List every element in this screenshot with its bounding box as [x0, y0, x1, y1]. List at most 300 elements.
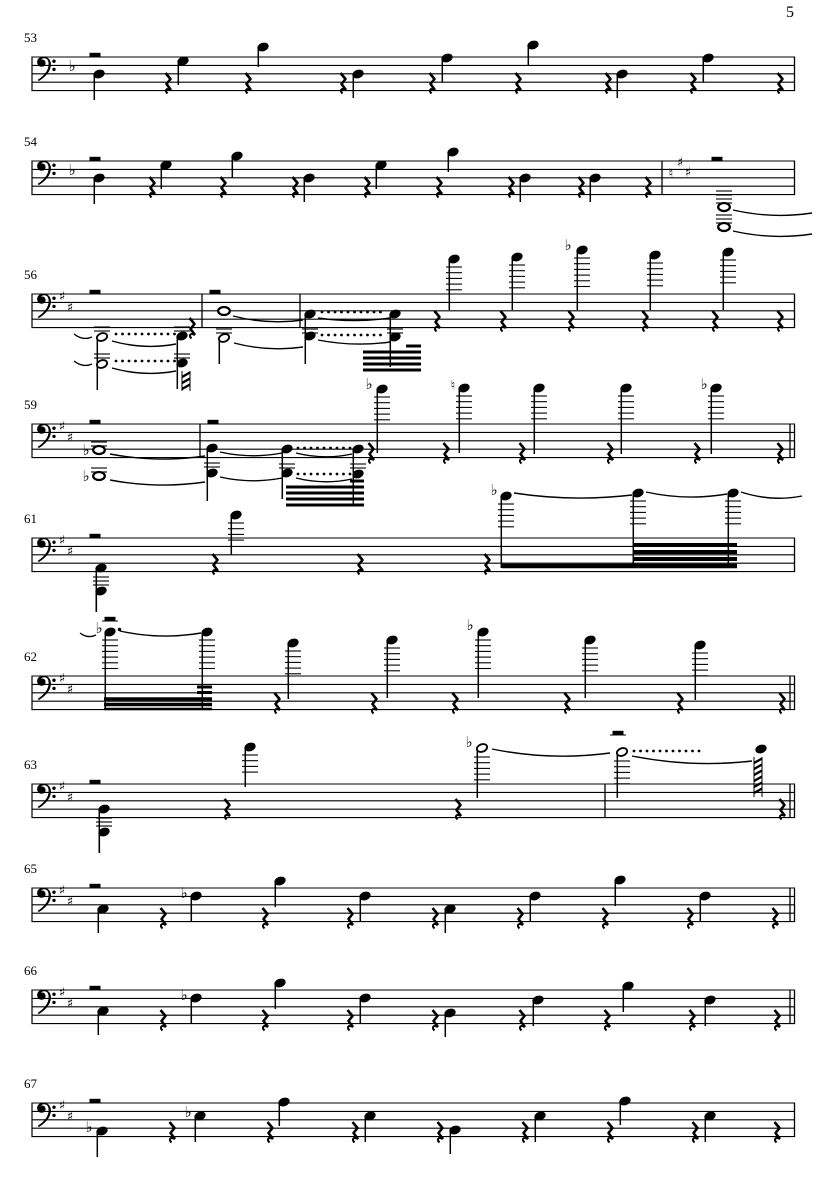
note — [359, 891, 371, 922]
tie — [110, 480, 205, 485]
ledger-lines — [102, 640, 118, 669]
svg-text:♮: ♮ — [450, 378, 456, 394]
svg-text:♭: ♭ — [85, 1118, 93, 1136]
note — [699, 891, 711, 922]
tie — [112, 368, 176, 373]
bass-clef — [38, 784, 56, 808]
quarter-rest — [161, 1010, 167, 1031]
svg-text:♭: ♭ — [466, 616, 474, 634]
note — [727, 488, 739, 568]
staff-system-53 — [32, 40, 795, 100]
tremolo-beam — [286, 492, 364, 495]
sharp-sign — [67, 545, 73, 560]
quarter-rest — [161, 908, 167, 929]
quarter-rest — [501, 311, 507, 332]
note — [96, 1126, 108, 1157]
half-rest — [90, 290, 101, 294]
note — [614, 875, 626, 906]
ledger-lines — [285, 651, 301, 674]
svg-text:♯: ♯ — [66, 996, 74, 1012]
note — [93, 173, 105, 204]
quarter-rest — [435, 311, 441, 332]
sharp-sign — [59, 780, 65, 795]
quarter-rest — [275, 693, 281, 714]
quarter-rest — [348, 1010, 354, 1031]
tie — [492, 749, 610, 756]
ledger-lines — [614, 761, 630, 784]
note — [704, 1111, 716, 1142]
flat-sign — [95, 619, 102, 637]
ledger-lines — [204, 463, 220, 467]
quarter-rest — [778, 311, 784, 332]
tremolo-beam — [634, 543, 737, 547]
note — [375, 160, 387, 189]
sharp-sign — [59, 986, 65, 1001]
ledger-lines — [350, 464, 366, 468]
bass-clef — [38, 294, 56, 318]
note — [376, 384, 388, 453]
quarter-rest — [565, 693, 571, 714]
tremolo-slash — [182, 371, 190, 391]
note — [619, 1096, 631, 1125]
quarter-rest — [778, 443, 784, 464]
ledger-lines — [716, 215, 732, 223]
ledger-lines — [374, 397, 390, 420]
tie — [80, 633, 96, 637]
note — [190, 993, 202, 1024]
note — [281, 444, 293, 473]
half-rest — [90, 986, 101, 990]
whole-note — [718, 203, 730, 211]
note — [364, 1111, 376, 1142]
svg-text:♭: ♭ — [490, 481, 498, 499]
staff-system-54 — [32, 147, 812, 237]
bass-clef — [38, 1103, 56, 1127]
quarter-rest — [444, 443, 450, 464]
staff-system-63 — [32, 731, 795, 853]
tremolo-beam — [634, 557, 737, 561]
svg-text:♯: ♯ — [58, 533, 66, 549]
quarter-rest — [190, 318, 196, 339]
quarter-rest — [268, 1122, 274, 1143]
quarter-rest — [569, 311, 575, 332]
measure-number: 53 — [24, 30, 37, 45]
sharp-sign — [67, 1110, 73, 1125]
note — [95, 586, 107, 612]
note — [97, 904, 109, 933]
bass-clef — [38, 424, 56, 448]
note — [231, 151, 243, 178]
whole-note — [718, 223, 730, 231]
staff-system-59 — [32, 375, 795, 507]
half-rest — [90, 780, 101, 784]
tie — [74, 361, 92, 365]
half-rest — [90, 53, 101, 57]
note — [244, 742, 256, 787]
measure-number: 63 — [24, 757, 37, 772]
tremolo-beam — [406, 345, 421, 348]
note — [303, 173, 315, 202]
sharp-sign — [59, 672, 65, 687]
staff-system-66 — [32, 978, 795, 1037]
bass-clef — [38, 161, 56, 185]
svg-text:♯: ♯ — [58, 883, 66, 899]
svg-text:♯: ♯ — [66, 682, 74, 698]
tremolo-beam — [104, 697, 212, 701]
quarter-rest — [520, 1010, 526, 1031]
note — [448, 254, 460, 310]
flat-sign — [180, 884, 187, 902]
note — [458, 383, 470, 453]
note — [201, 627, 213, 709]
quarter-rest — [433, 1010, 439, 1031]
measure-number: 61 — [24, 511, 37, 526]
whole-note — [93, 472, 105, 480]
measure-number: 62 — [24, 649, 37, 664]
svg-text:♭: ♭ — [68, 57, 76, 75]
tie — [74, 334, 92, 338]
half-rest — [610, 731, 626, 735]
tie — [220, 452, 282, 456]
measure-number: 56 — [24, 267, 37, 282]
svg-text:♭: ♭ — [82, 467, 90, 485]
ledger-lines — [96, 818, 112, 826]
tremolo-beam — [104, 708, 212, 711]
half-rest — [90, 1099, 101, 1103]
note — [190, 891, 202, 922]
ledger-lines — [475, 640, 491, 669]
note — [632, 488, 644, 568]
note — [352, 444, 364, 473]
tremolo-beam — [634, 550, 737, 554]
half-rest — [210, 290, 221, 294]
note — [500, 491, 512, 568]
note — [104, 627, 121, 709]
quarter-rest — [348, 908, 354, 929]
half-rest — [208, 420, 219, 424]
quarter-rest — [608, 443, 614, 464]
tremolo-beam — [286, 498, 364, 501]
svg-text:♯: ♯ — [66, 1109, 74, 1125]
ledger-lines — [647, 263, 663, 286]
svg-text:♯: ♯ — [66, 300, 74, 316]
quarter-rest — [523, 1122, 529, 1143]
flat-sign — [85, 1118, 92, 1136]
svg-text:♭: ♭ — [564, 236, 572, 254]
half-rest — [90, 157, 101, 161]
quarter-rest — [520, 443, 526, 464]
tremolo-slash — [754, 757, 762, 797]
quarter-rest — [688, 908, 694, 929]
tremolo-dots — [115, 333, 176, 336]
note — [444, 1008, 456, 1037]
svg-text:♯: ♯ — [58, 419, 66, 435]
note — [218, 333, 230, 364]
tie — [632, 756, 752, 764]
ledger-lines — [531, 396, 547, 419]
tie — [741, 492, 802, 498]
measure-number: 65 — [24, 861, 37, 876]
sharp-sign — [59, 1099, 65, 1114]
sharp-sign — [59, 534, 65, 549]
tie — [234, 343, 303, 349]
tremolo-beam — [363, 363, 421, 366]
note — [160, 160, 172, 189]
sharp-sign — [67, 301, 73, 316]
measure-number: 66 — [24, 963, 37, 978]
quarter-rest — [453, 693, 459, 714]
quarter-rest — [263, 908, 269, 929]
note — [527, 40, 539, 65]
note — [584, 635, 596, 698]
note — [444, 904, 456, 933]
ledger-lines — [630, 501, 646, 524]
note — [274, 876, 286, 907]
half-rest — [102, 617, 118, 621]
ledger-lines — [716, 191, 732, 203]
tremolo-dots — [321, 334, 382, 337]
note — [274, 978, 286, 1009]
ledger-lines — [199, 640, 215, 669]
note — [589, 173, 601, 202]
note — [476, 743, 488, 798]
svg-text:♯: ♯ — [66, 894, 74, 910]
whole-note — [93, 446, 105, 454]
sharp-sign — [59, 884, 65, 899]
bass-clef — [38, 538, 56, 562]
ledger-lines — [94, 354, 110, 358]
staff-system-67 — [32, 1096, 795, 1157]
quarter-rest — [775, 1010, 781, 1031]
quarter-rest — [773, 908, 779, 929]
half-rest — [712, 157, 723, 161]
staff-system-56 — [32, 236, 795, 391]
ledger-lines — [384, 648, 400, 671]
flat-sign — [490, 481, 497, 499]
note — [304, 331, 316, 364]
ledger-lines — [446, 267, 462, 290]
svg-text:♯: ♯ — [66, 790, 74, 806]
flat-sign — [184, 1103, 191, 1121]
flat-sign — [465, 733, 472, 751]
measure-number: 59 — [24, 397, 37, 412]
note — [511, 252, 523, 310]
note — [352, 69, 364, 98]
ledger-lines — [574, 258, 590, 287]
quarter-rest — [170, 1122, 176, 1143]
sharp-sign — [67, 895, 73, 910]
tie — [220, 477, 282, 481]
tremolo-dots — [297, 447, 352, 450]
natural-sign — [451, 379, 456, 394]
svg-text:♭: ♭ — [82, 441, 90, 459]
tremolo-beam — [197, 691, 212, 694]
ledger-lines — [474, 757, 490, 780]
tremolo-beam — [350, 480, 364, 483]
tremolo-beam — [363, 351, 421, 354]
note — [176, 331, 188, 362]
note — [177, 56, 189, 85]
sharp-sign — [59, 420, 65, 435]
ledger-lines — [725, 501, 741, 524]
quarter-rest — [608, 1122, 614, 1143]
half-rest — [90, 534, 101, 538]
quarter-rest — [369, 443, 375, 464]
note — [519, 173, 531, 202]
quarter-rest — [678, 693, 684, 714]
note — [534, 1111, 546, 1142]
tie — [296, 478, 352, 482]
tremolo-dots — [297, 473, 352, 476]
svg-text:♭: ♭ — [180, 986, 188, 1004]
tremolo-beam — [363, 369, 421, 372]
quarter-rest — [643, 311, 649, 332]
quarter-rest — [693, 1122, 699, 1143]
svg-text:♯: ♯ — [684, 165, 692, 181]
flat-sign — [466, 616, 473, 634]
half-rest — [90, 420, 101, 424]
svg-text:♭: ♭ — [365, 375, 373, 393]
svg-text:♯: ♯ — [676, 155, 684, 171]
note — [616, 69, 628, 98]
flat-sign — [365, 375, 372, 393]
natural-sign — [669, 167, 674, 182]
sharp-sign — [59, 290, 65, 305]
sharp-sign — [67, 431, 73, 446]
quarter-rest — [605, 1010, 611, 1031]
svg-text:♯: ♯ — [58, 1098, 66, 1114]
tremolo-dots — [633, 750, 701, 753]
note — [447, 147, 459, 172]
measure-number: 54 — [24, 134, 37, 149]
svg-text:♯: ♯ — [58, 289, 66, 305]
flat-sign — [68, 57, 75, 75]
tie — [110, 454, 205, 459]
quarter-rest — [353, 1122, 359, 1143]
quarter-rest — [372, 693, 378, 714]
note — [206, 468, 218, 501]
flat-sign — [564, 236, 571, 254]
bass-clef — [38, 57, 56, 81]
bass-clef — [38, 676, 56, 700]
note — [755, 744, 767, 755]
bass-clef — [38, 888, 56, 912]
tie — [646, 492, 727, 497]
half-rest — [90, 884, 101, 888]
note — [449, 1125, 461, 1154]
note — [97, 1006, 109, 1035]
note — [98, 827, 110, 853]
staff-system-61 — [32, 481, 802, 612]
ledger-lines — [618, 396, 634, 419]
ledger-lines — [387, 329, 403, 333]
page-number: 5 — [786, 4, 794, 21]
measure-number: 67 — [24, 1076, 37, 1091]
svg-text:♮: ♮ — [668, 166, 674, 182]
note — [96, 359, 108, 390]
quarter-rest — [438, 1122, 444, 1143]
note — [722, 247, 734, 310]
quarter-rest — [690, 1010, 696, 1031]
svg-text:♯: ♯ — [66, 430, 74, 446]
sharp-sign — [67, 997, 73, 1012]
note — [576, 245, 588, 310]
tremolo-beam — [502, 564, 737, 569]
svg-text:♭: ♭ — [180, 884, 188, 902]
tie — [318, 340, 390, 344]
note — [93, 69, 105, 100]
ledger-lines — [279, 464, 295, 468]
tie — [296, 453, 352, 457]
quarter-rest — [263, 1010, 269, 1031]
svg-text:♭: ♭ — [700, 375, 708, 393]
ledger-lines — [456, 396, 472, 419]
svg-text:♯: ♯ — [58, 985, 66, 1001]
svg-text:♭: ♭ — [184, 1103, 192, 1121]
svg-text:♭: ♭ — [95, 619, 103, 637]
tie — [733, 210, 812, 215]
ledger-lines — [174, 354, 190, 358]
flat-sign — [700, 375, 707, 393]
svg-text:♭: ♭ — [465, 733, 473, 751]
sharp-sign — [677, 156, 683, 171]
svg-text:♯: ♯ — [58, 779, 66, 795]
svg-text:♯: ♯ — [66, 544, 74, 560]
flat-sign — [82, 467, 89, 485]
note — [389, 332, 401, 367]
quarter-rest — [433, 908, 439, 929]
ledger-lines — [509, 265, 525, 288]
tie — [112, 341, 176, 346]
flat-sign — [68, 161, 75, 179]
note — [704, 995, 716, 1026]
staff-system-62 — [32, 616, 795, 714]
ledger-lines — [498, 504, 514, 527]
note — [194, 1111, 206, 1142]
note — [359, 993, 371, 1024]
ledger-lines — [242, 755, 258, 772]
ledger-lines — [582, 648, 598, 671]
tremolo-beam — [197, 686, 212, 689]
quarter-rest — [713, 311, 719, 332]
note — [257, 42, 269, 67]
quarter-rest — [695, 443, 701, 464]
tie — [514, 493, 632, 498]
svg-text:♭: ♭ — [68, 161, 76, 179]
quarter-rest — [518, 908, 524, 929]
tremolo-dots — [115, 360, 176, 363]
quarter-rest — [780, 693, 786, 714]
flat-sign — [180, 986, 187, 1004]
ledger-lines — [216, 329, 232, 333]
sharp-sign — [67, 791, 73, 806]
tremolo-beam — [363, 357, 421, 360]
ledger-lines — [708, 396, 724, 419]
sharp-sign — [685, 166, 691, 181]
note — [529, 891, 541, 922]
note — [230, 510, 242, 555]
svg-text:♯: ♯ — [58, 671, 66, 687]
note — [532, 995, 544, 1026]
tie — [733, 231, 812, 236]
tremolo-beam — [286, 504, 364, 507]
tie — [120, 631, 201, 636]
note — [386, 635, 398, 698]
tremolo-beam — [104, 703, 212, 707]
note — [702, 53, 714, 82]
sharp-sign — [67, 683, 73, 698]
ledger-lines — [720, 260, 736, 283]
